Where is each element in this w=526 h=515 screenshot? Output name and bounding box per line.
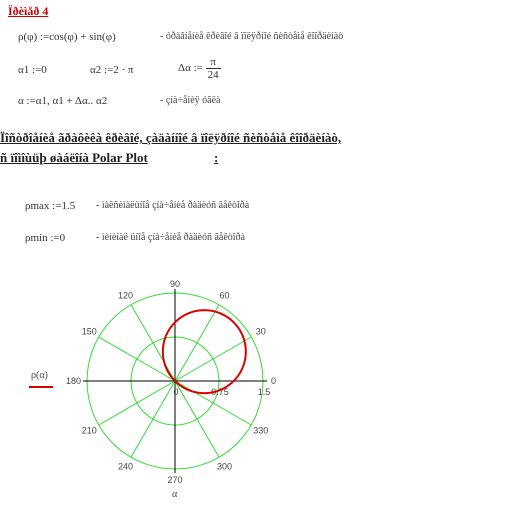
angle-tick-label: 180 [65, 376, 81, 386]
radius-tick-label: 0 [173, 387, 179, 397]
polar-plot [60, 270, 300, 500]
rho-comment: - óðàâíåíèå êðèâîé â ïîëÿðíîé ñèñòåìå êîîðäèíàò [160, 31, 344, 42]
section-heading-line2: ñ ïîìîùüþ øàáëîíà Polar Plot [0, 150, 148, 165]
angle-tick-label: 60 [219, 290, 230, 301]
angle-tick-label: 30 [255, 326, 266, 337]
alpha-range: α :=α1, α1 + Δα.. α2 [18, 95, 108, 107]
angle-tick-label: 210 [81, 425, 97, 436]
alpha-range-comment: - çíà÷åíèÿ óãëà [160, 95, 221, 106]
delta-alpha-fraction [206, 56, 221, 81]
rho-min-comment: - ìèíèìàë üíîå çíà÷åíèå ðàäèóñ âåêòîðà [96, 232, 245, 243]
theta-axis-label: α [172, 489, 178, 500]
angle-tick-label: 150 [81, 326, 97, 337]
angle-tick-label: 120 [117, 290, 134, 301]
alpha1-definition: α1 :=0 [18, 64, 47, 76]
angle-tick-label: 90 [169, 279, 181, 289]
rho-min-definition: ρmin :=0 [25, 232, 66, 244]
fraction-numerator: π [206, 56, 221, 69]
polar-tick-labels [66, 279, 276, 485]
fraction-denominator: 24 [207, 69, 219, 81]
grid-spoke-120 [131, 305, 175, 381]
delta-alpha-definition [178, 56, 221, 81]
alpha2-definition: α2 :=2 · π [90, 64, 134, 76]
grid-spoke-210 [99, 381, 175, 425]
radius-tick-label: 1.5 [257, 387, 271, 397]
example-title: Ïðèìåð 4 [8, 4, 49, 18]
angle-tick-label: 300 [216, 461, 233, 472]
delta-alpha-lhs: Δα := [178, 62, 203, 75]
rho-definition: ρ(φ) :=cos(φ) + sin(φ) [18, 31, 116, 43]
section-heading-line1: Ïîñòðîåíèå ãðàôèêà êðèâîé, çàäàííîé â ïîëÿðíîé ñèñòåìå êîîðäèíàò, [0, 130, 342, 145]
grid-spoke-240 [131, 381, 175, 457]
angle-tick-label: 240 [117, 461, 134, 472]
angle-tick-label: 0 [271, 376, 277, 386]
rho-max-definition: ρmax :=1.5 [25, 200, 76, 212]
angle-tick-label: 270 [167, 475, 183, 485]
legend-line [29, 386, 53, 388]
r-axis-label: ρ(α) [31, 370, 48, 381]
radius-tick-label: 0.75 [211, 387, 229, 397]
rho-max-comment: - ìàêñèìàëüíîå çíà÷åíèå ðàäèóñ âåêòîðà [96, 200, 250, 211]
section-heading-colon: : [214, 150, 219, 165]
angle-tick-label: 330 [253, 425, 269, 436]
